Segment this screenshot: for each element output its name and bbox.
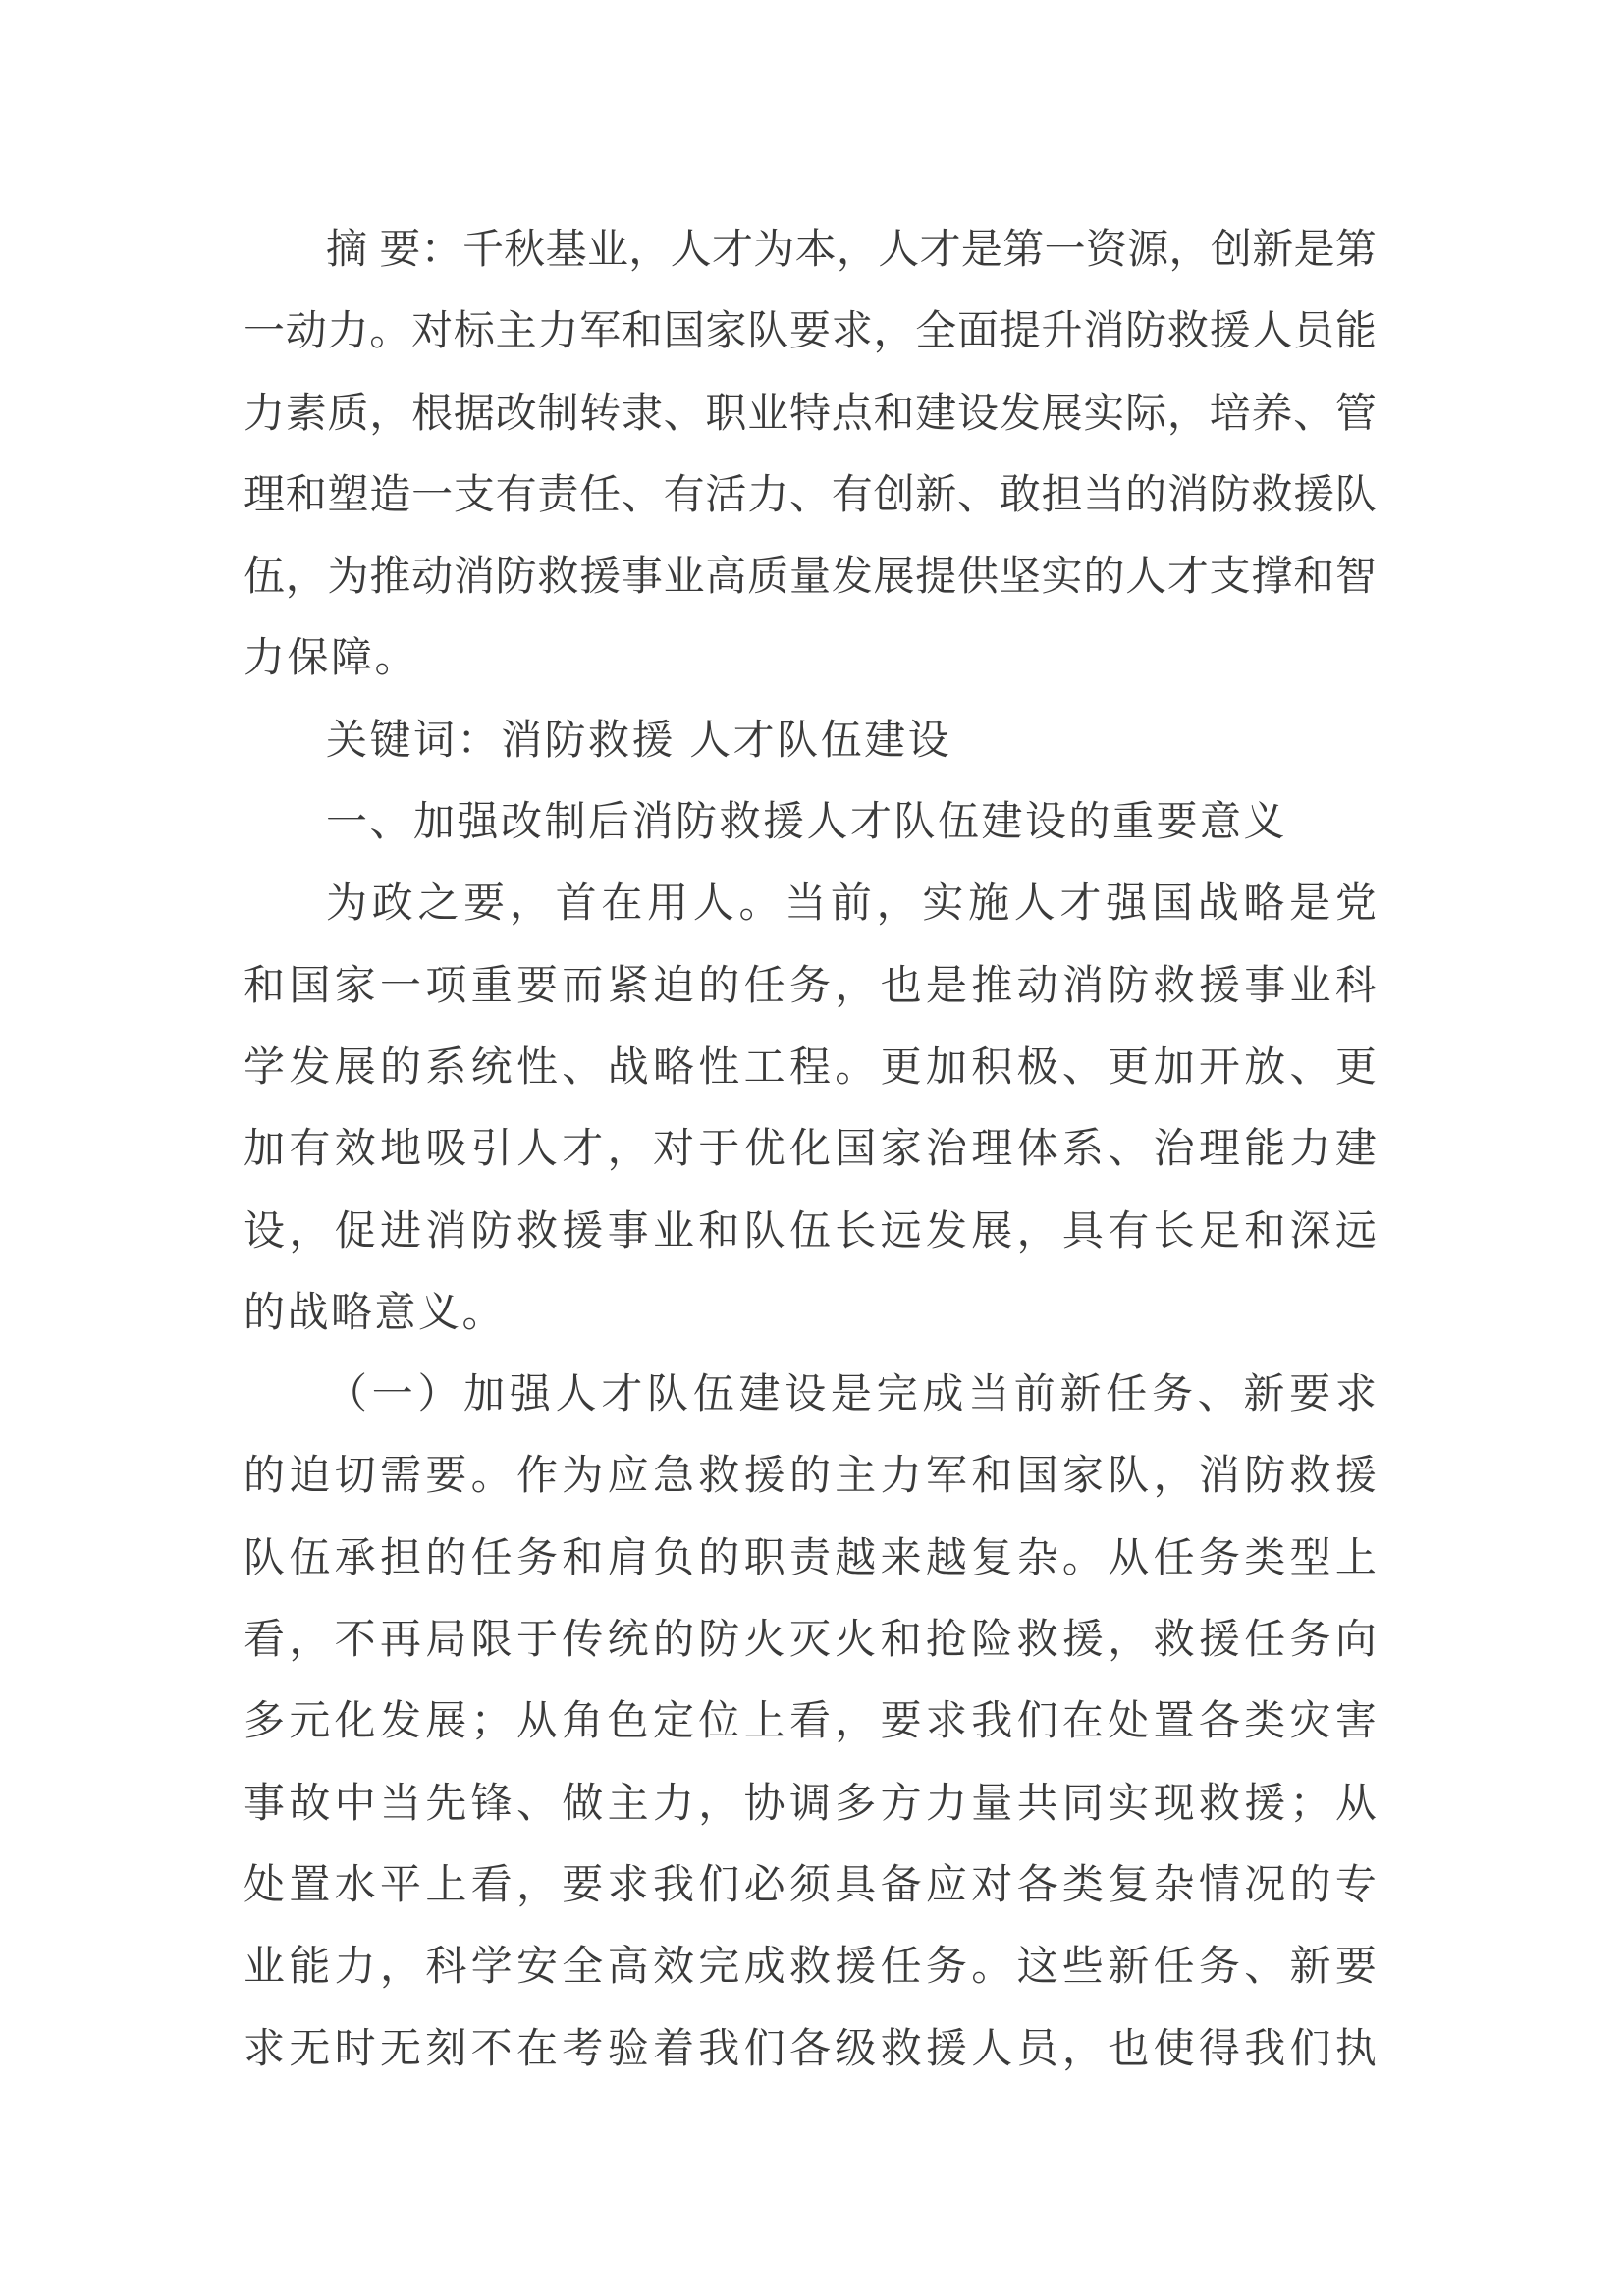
body-line: 处 置 水 平 上 看 ， 要 求 我 们 必 须 具 备 应 对 各 类 复 杂 情 况 的 专	[244, 1860, 1377, 1907]
body-line: 多 元 化 发 展 ； 从 角 色 定 位 上 看 ， 要 求 我 们 在 处 置 各 类 灾 害	[244, 1697, 1377, 1744]
body-line: 为 政 之 要 ， 首 在 用 人 。 当 前 ， 实 施 人 才 强 国 战 略 是 党	[326, 880, 1377, 927]
body-line: 队 伍 承 担 的 任 务 和 肩 负 的 职 责 越 来 越 复 杂 。 从 任 务 类 型 上	[244, 1533, 1377, 1580]
abstract-line: 力保障。	[244, 634, 419, 681]
body-line: 设 ， 促 进 消 防 救 援 事 业 和 队 伍 长 远 发 展 ， 具 有 长 足 和 深 远	[244, 1206, 1377, 1254]
abstract-line: 摘 要 ： 千 秋 基 业 ， 人 才 为 本 ， 人 才 是 第 一 资 源 ， 创 新 是 第	[326, 226, 1377, 272]
abstract-line: 伍 ， 为 推 动 消 防 救 援 事 业 高 质 量 发 展 提 供 坚 实 的 人 才 支 撑 和 智	[244, 553, 1377, 600]
keywords-line: 关键词：消防救援 人才队伍建设	[326, 716, 952, 763]
body-line: 和 国 家 一 项 重 要 而 紧 迫 的 任 务 ， 也 是 推 动 消 防 救 援 事 业 科	[244, 961, 1377, 1008]
body-line: 学 发 展 的 系 统 性 、 战 略 性 工 程 。 更 加 积 极 、 更 加 开 放 、 更	[244, 1042, 1377, 1090]
body-line: 事 故 中 当 先 锋 、 做 主 力 ， 协 调 多 方 力 量 共 同 实 现 救 援 ； 从	[244, 1779, 1377, 1826]
text-block	[244, 208, 1377, 2089]
body-line: 求 无 时 无 刻 不 在 考 验 着 我 们 各 级 救 援 人 员 ， 也 使 得 我 们 执	[244, 2024, 1377, 2071]
abstract-line: 理 和 塑 造 一 支 有 责 任 、 有 活 力 、 有 创 新 、 敢 担 当 的 消 防 救 援 队	[244, 470, 1377, 517]
body-line: 业 能 力 ， 科 学 安 全 高 效 完 成 救 援 任 务 。 这 些 新 任 务 、 新 要	[244, 1943, 1377, 1990]
body-line: 加 有 效 地 吸 引 人 才 ， 对 于 优 化 国 家 治 理 体 系 、 治 理 能 力 建	[244, 1125, 1377, 1172]
body-line: 的 迫 切 需 要 。 作 为 应 急 救 援 的 主 力 军 和 国 家 队 ， 消 防 救 援	[244, 1452, 1377, 1499]
body-line: 看 ， 不 再 局 限 于 传 统 的 防 火 灭 火 和 抢 险 救 援 ， 救 援 任 务 向	[244, 1616, 1377, 1663]
section-heading: 一、加强改制后消防救援人才队伍建设的重要意义	[326, 798, 1288, 845]
abstract-line: 力 素 质 ， 根 据 改 制 转 隶 、 职 业 特 点 和 建 设 发 展 实 际 ， 培 养 、 管	[244, 389, 1377, 436]
abstract-line: 一 动 力 。 对 标 主 力 军 和 国 家 队 要 求 ， 全 面 提 升 消 防 救 援 人 员 能	[244, 307, 1377, 354]
body-line: 的战略意义。	[244, 1288, 507, 1335]
body-line: （ 一 ） 加 强 人 才 队 伍 建 设 是 完 成 当 前 新 任 务 、 新 要 求	[326, 1370, 1377, 1417]
